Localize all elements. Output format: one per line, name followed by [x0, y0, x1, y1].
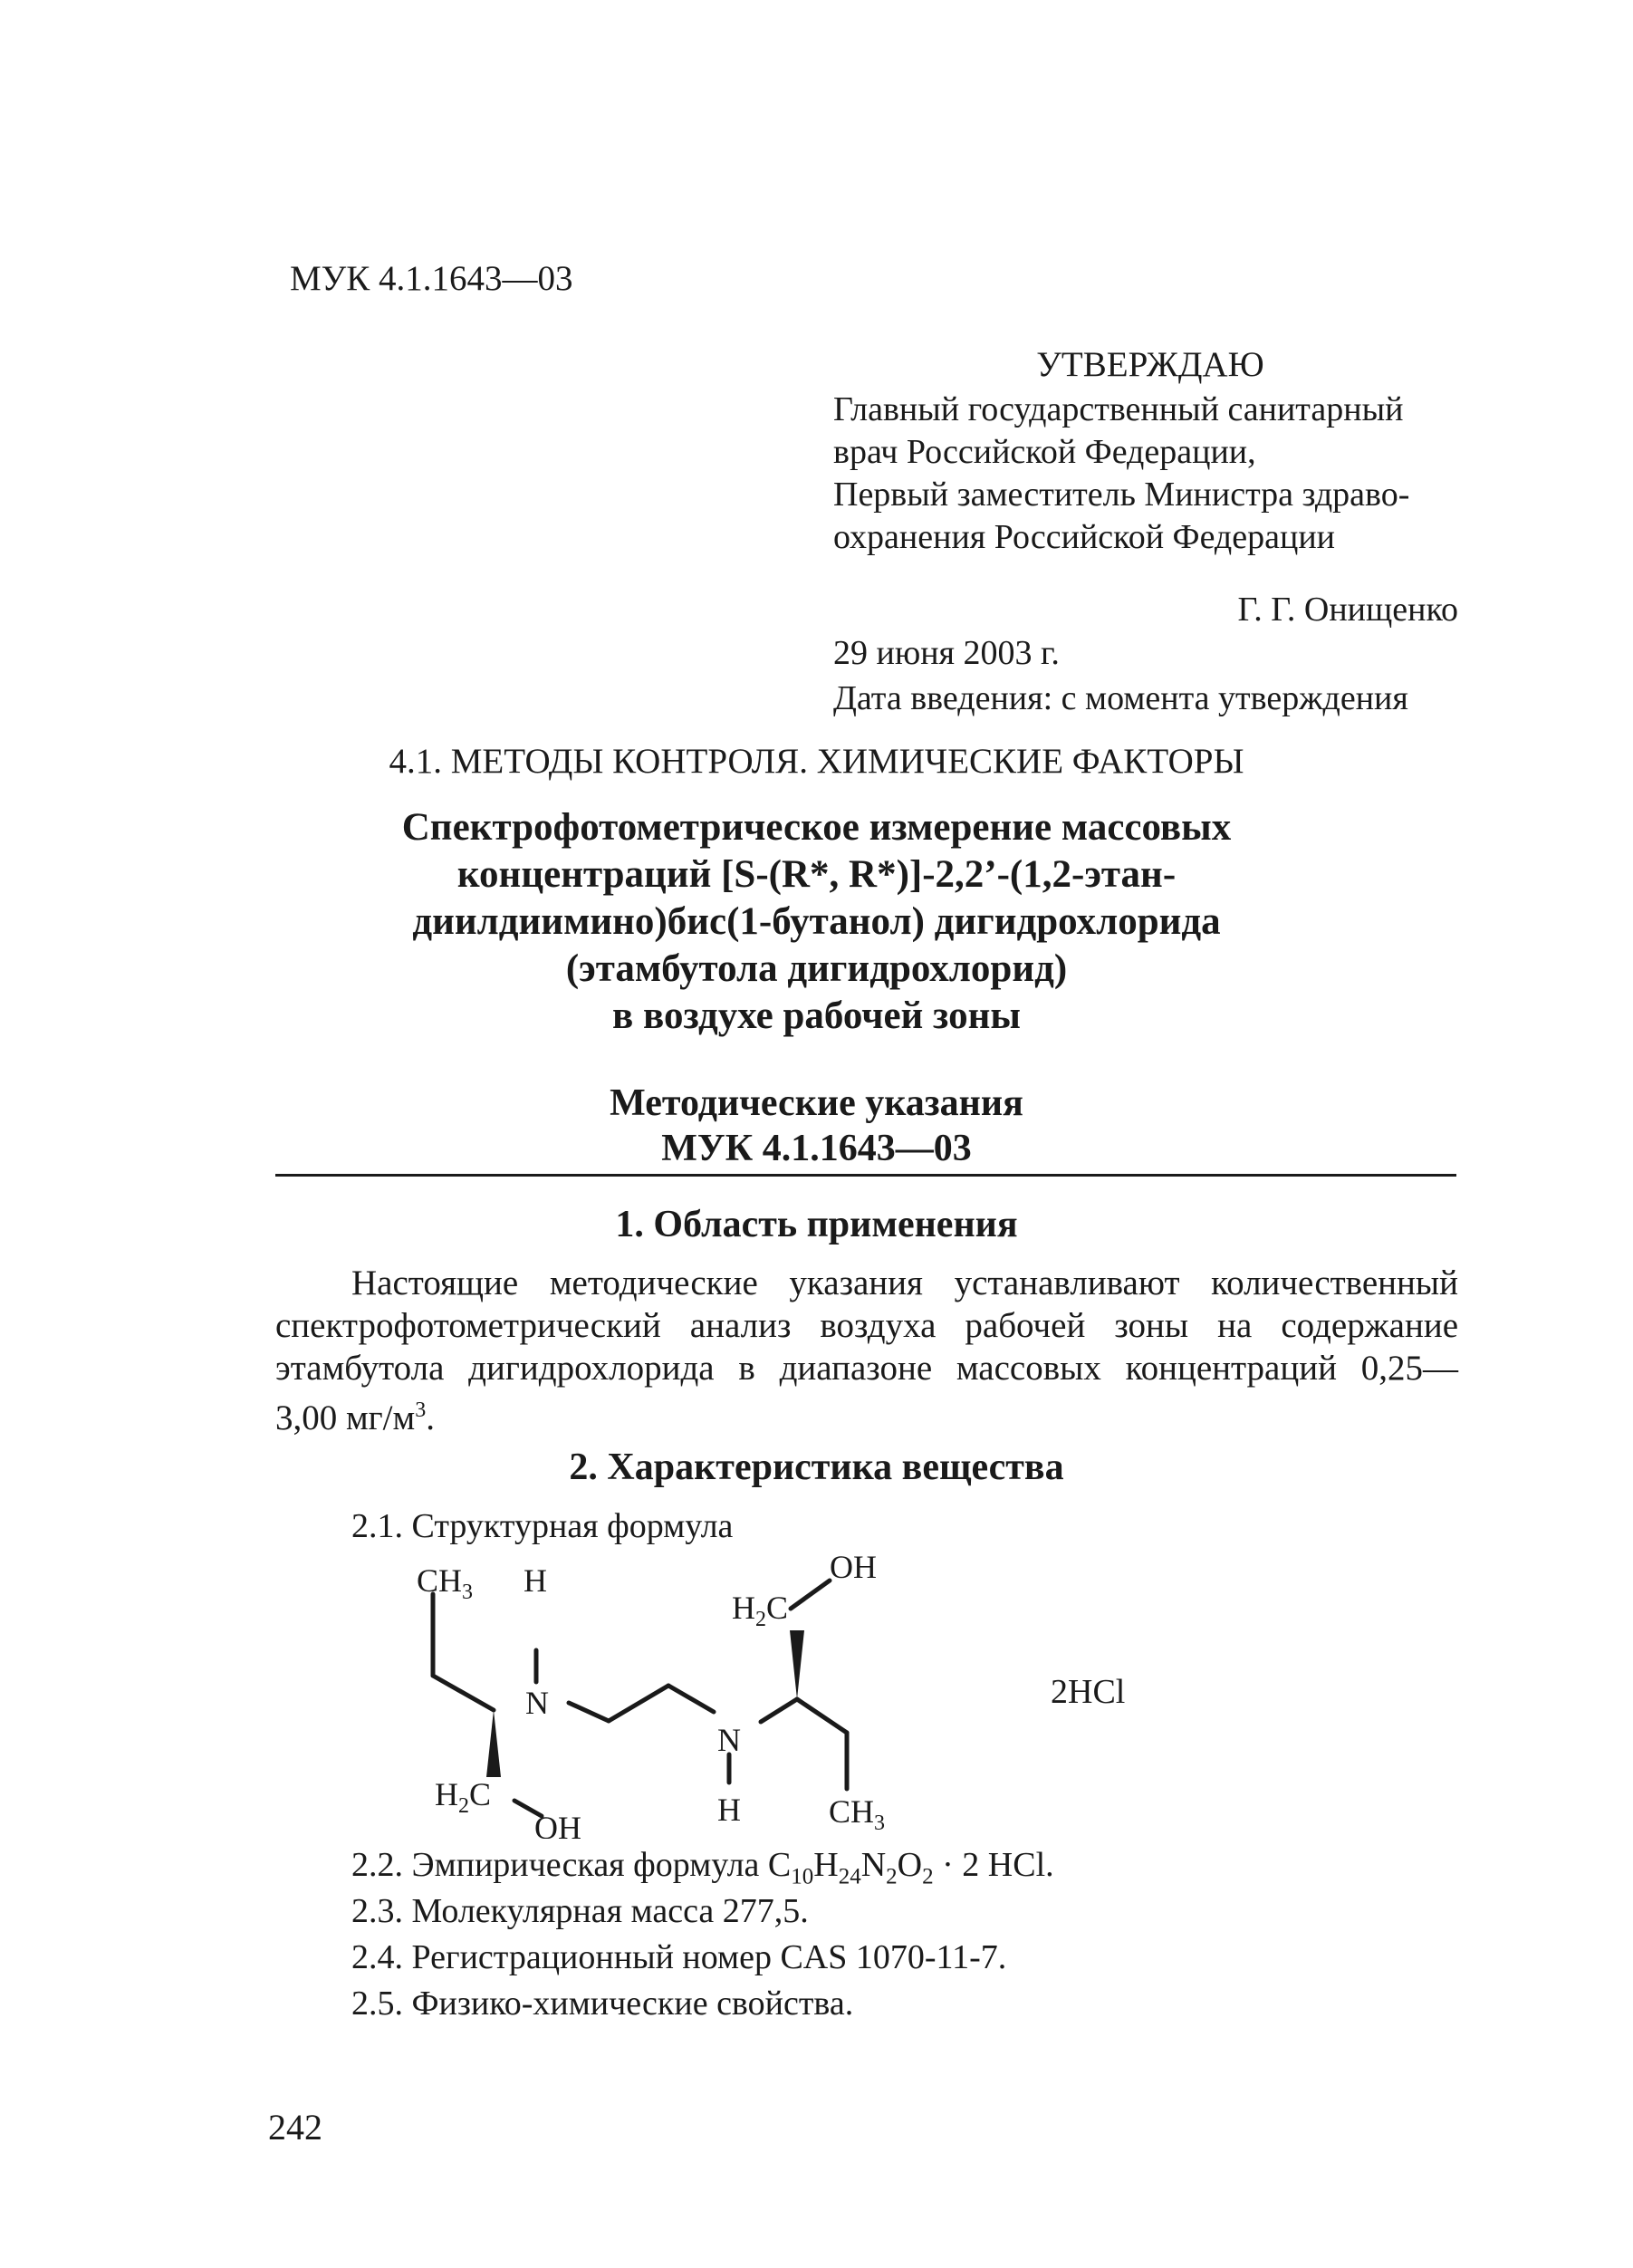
guidelines-label: Методические указания — [610, 1082, 1023, 1124]
guidelines-code: МУК 4.1.1643—03 — [661, 1128, 972, 1169]
carbon-label: C — [469, 1776, 492, 1812]
paragraph-line: этамбутола дигидрохлорида в диапазоне массовых концентраций 0,25— — [275, 1349, 1458, 1388]
formula-element: N — [860, 1846, 887, 1884]
svg-text:H2C — [435, 1776, 491, 1818]
subscript: 2 — [922, 1864, 934, 1889]
subscript: 24 — [838, 1864, 861, 1889]
signatory-name: Г. Г. Онищенко — [1237, 591, 1458, 629]
list-item: 2.4. Регистрационный номер CAS 1070-11-7. — [351, 1938, 1007, 1976]
hydrogen-label: H — [524, 1562, 547, 1599]
structural-formula — [380, 1540, 1196, 1839]
horizontal-rule — [275, 1174, 1456, 1177]
guidelines-block — [0, 1081, 1633, 1171]
approval-line: Первый заместитель Министра здраво- — [833, 476, 1410, 514]
formula-element: H — [813, 1846, 839, 1884]
introduction-date: Дата введения: с момента утверждения — [833, 679, 1408, 717]
nitrogen-label: N — [717, 1722, 741, 1758]
paragraph-end: . — [426, 1398, 435, 1437]
subscript: 2 — [458, 1794, 469, 1818]
list-item: 2.1. Структурная формула — [351, 1507, 734, 1545]
ch3-label: CH — [417, 1562, 463, 1599]
formula-element: O — [897, 1846, 923, 1884]
hydroxyl-label: OH — [830, 1549, 877, 1585]
svg-text:H2C — [732, 1590, 788, 1631]
h2c-label: H — [732, 1590, 755, 1626]
paragraph-line — [275, 1389, 1458, 1439]
approval-block — [833, 344, 1467, 717]
structure-labels — [417, 1549, 1125, 1839]
subscript: 2 — [755, 1608, 766, 1631]
title-line: концентраций [S-(R*, R*)]-2,2’-(1,2-этан- — [456, 853, 1177, 896]
salt-label: 2HCl — [1051, 1673, 1126, 1711]
approval-line: врач Российской Федерации, — [833, 433, 1256, 471]
approval-date: 29 июня 2003 г. — [833, 634, 1060, 672]
category-heading: 4.1. МЕТОДЫ КОНТРОЛЯ. ХИМИЧЕСКИЕ ФАКТОРЫ — [389, 742, 1244, 781]
formula-suffix: · 2 HCl. — [933, 1846, 1054, 1884]
scope-paragraph — [275, 1262, 1458, 1439]
carbon-label: C — [766, 1590, 789, 1626]
section-heading: 2. Характеристика вещества — [569, 1446, 1064, 1488]
hydroxyl-label: OH — [534, 1810, 581, 1839]
h2c-label: H — [435, 1776, 458, 1812]
list-item — [351, 1845, 1054, 1891]
list-item: 2.5. Физико-химические свойства. — [351, 1985, 854, 2023]
page-number: 242 — [268, 2107, 322, 2148]
paragraph-text: 3,00 мг/м — [275, 1398, 416, 1437]
ch3-label: CH — [829, 1793, 875, 1830]
title-line: Спектрофотометрическое измерение массовых — [401, 806, 1232, 849]
unit-exponent: 3 — [415, 1398, 427, 1422]
list-item: 2.3. Молекулярная масса 277,5. — [351, 1892, 809, 1930]
approval-line: охранения Российской Федерации — [833, 518, 1336, 556]
hydrogen-label: H — [717, 1792, 741, 1828]
paragraph-line: Настоящие методические указания устанавливают количественный — [351, 1264, 1458, 1302]
subscript: 10 — [791, 1864, 814, 1889]
title-line: в воздухе рабочей зоны — [612, 995, 1021, 1037]
document-title — [0, 804, 1633, 1040]
formula-prefix: 2.2. Эмпирическая формула C — [351, 1846, 792, 1884]
approval-title: УТВЕРЖДАЮ — [1036, 345, 1264, 384]
document-code: МУК 4.1.1643—03 — [290, 259, 573, 298]
subscript: 3 — [874, 1812, 886, 1835]
title-line: диилдиимино)бис(1-бутанол) дигидрохлорида — [412, 900, 1221, 943]
approval-line: Главный государственный санитарный — [833, 390, 1404, 428]
svg-text:CH3 — [417, 1562, 473, 1604]
title-line: (этамбутола дигидрохлорид) — [565, 947, 1068, 990]
paragraph-line: спектрофотометрический анализ воздуха рабочей зоны на содержание — [275, 1306, 1458, 1345]
subscript: 2 — [886, 1864, 898, 1889]
svg-text:CH3 — [829, 1793, 885, 1835]
nitrogen-label: N — [525, 1685, 549, 1721]
subscript: 3 — [462, 1581, 474, 1604]
section-heading: 1. Область применения — [615, 1204, 1018, 1245]
